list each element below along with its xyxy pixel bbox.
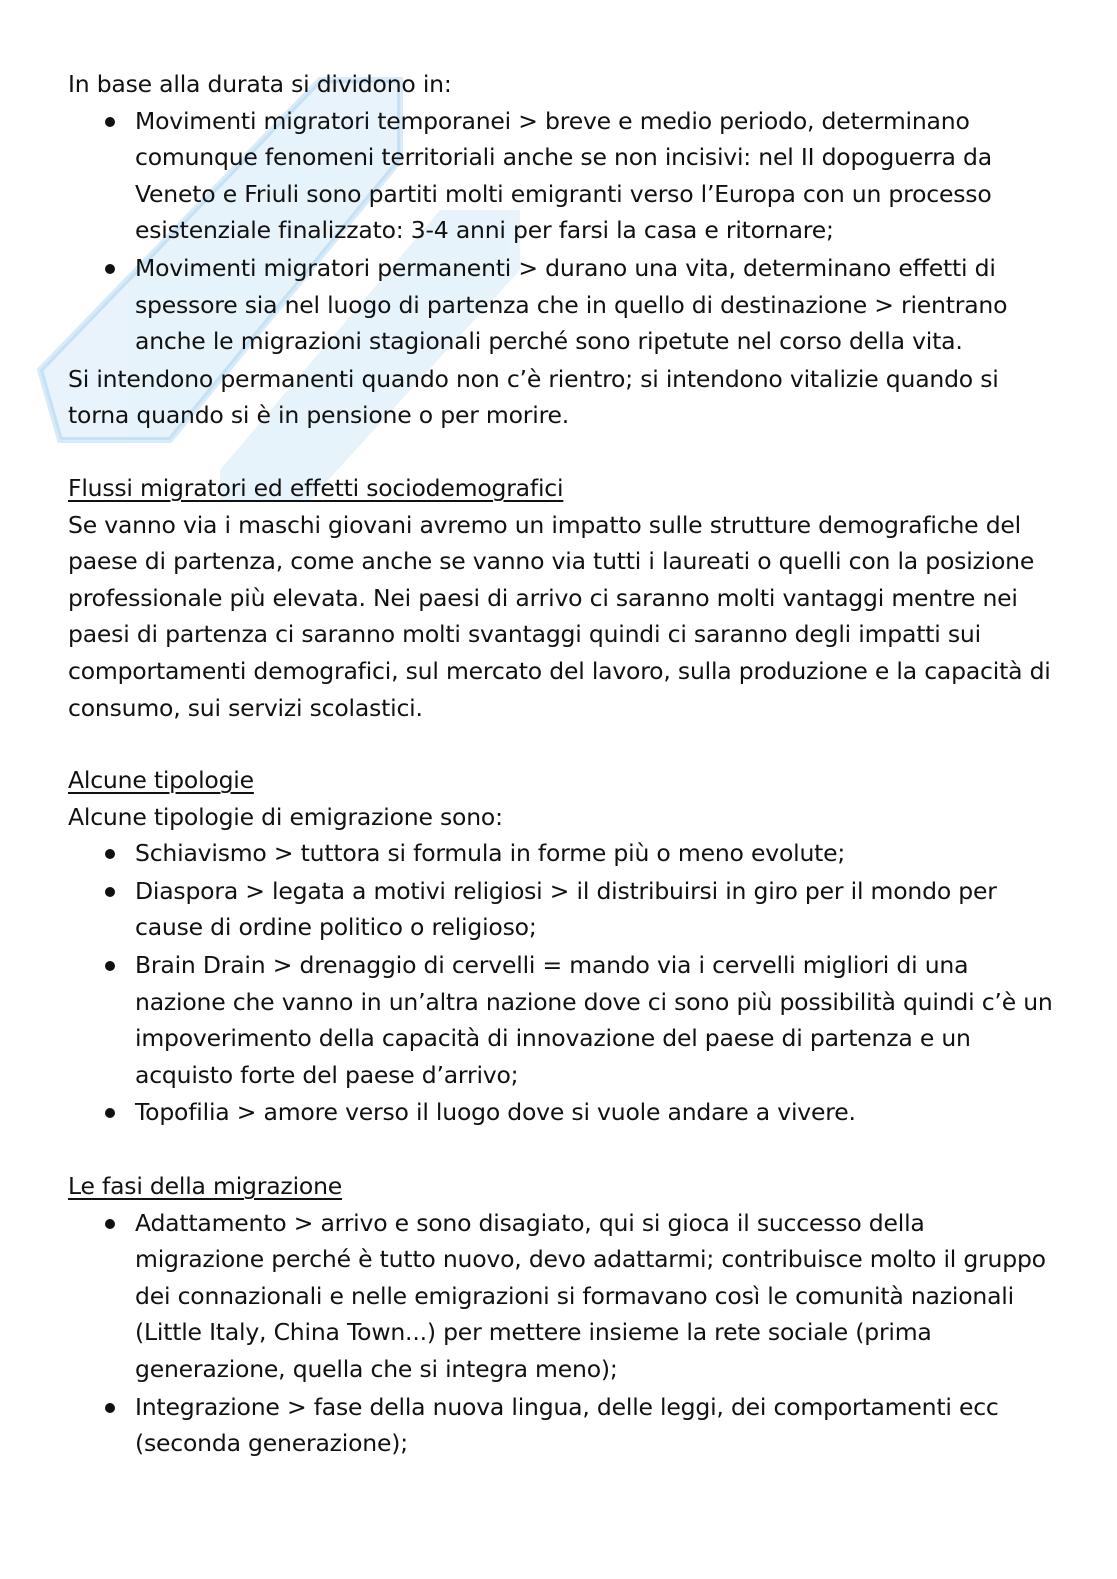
section3-intro: Alcune tipologie di emigrazione sono: (68, 802, 503, 831)
section1-list (68, 103, 1053, 360)
section2-body: Se vanno via i maschi giovani avremo un impatto sulle strutture demografiche del paese di partenza, come anche se vanno via tutti i laureati o quelli con la posizione professionale più elevata. Nei paesi di arrivo ci saranno molti vantaggi mentre nei paesi di partenza ci saranno molti svantaggi quindi ci saranno degli impatti sui comportamenti demografici, sul mercato del lavoro, sulla produzione e la capacità di consumo, sui servizi scolastici. (68, 510, 1051, 722)
spacer (68, 726, 1053, 762)
list-item: Schiavismo > tuttora si formula in forme più o meno evolute; (135, 835, 1053, 872)
spacer (68, 434, 1053, 470)
section1-note: Si intendono permanenti quando non c’è rientro; si intendono vitalizie quando si torna quando si è in pensione o per morire. (68, 364, 999, 430)
list-item: Adattamento > arrivo e sono disagiato, qui si gioca il successo della migrazione perché è tutto nuovo, devo adattarmi; contribuisce molto il gruppo dei connazionali e nelle emigrazioni si formavano così le comunità nazionali (Little Italy, China Town...) per mettere insieme la rete sociale (prima generazione, quella che si integra meno); (135, 1205, 1053, 1388)
list-item: Movimenti migratori temporanei > breve e medio periodo, determinano comunque fenomeni territoriali anche se non incisivi: nel II dopoguerra da Veneto e Friuli sono partiti molti emigranti verso l’Europa con un processo esistenziale finalizzato: 3-4 anni per farsi la casa e ritornare; (135, 103, 1053, 249)
section1-intro: In base alla durata si dividono in: (68, 70, 452, 98)
section4-list (68, 1205, 1053, 1462)
list-item: Integrazione > fase della nuova lingua, delle leggi, dei comportamenti ecc (seconda generazione); (135, 1389, 1053, 1462)
document-page (68, 66, 1053, 1463)
section4-heading: Le fasi della migrazione (68, 1172, 343, 1201)
list-item: Diaspora > legata a motivi religiosi > il distribuirsi in giro per il mondo per cause di ordine politico o religioso; (135, 873, 1053, 946)
list-item: Topofilia > amore verso il luogo dove si vuole andare a vivere. (135, 1094, 1053, 1131)
list-item: Brain Drain > drenaggio di cervelli = mando via i cervelli migliori di una nazione che vanno in un’altra nazione dove ci sono più possibilità quindi c’è un impoverimento della capacità di innovazione del paese di partenza e un acquisto forte del paese d’arrivo; (135, 947, 1053, 1093)
section2-heading: Flussi migratori ed effetti sociodemografici (68, 473, 564, 502)
spacer (68, 1132, 1053, 1168)
section3-heading: Alcune tipologie (68, 766, 254, 795)
list-item: Movimenti migratori permanenti > durano una vita, determinano effetti di spessore sia nel luogo di partenza che in quello di destinazione > rientrano anche le migrazioni stagionali perché sono ripetute nel corso della vita. (135, 250, 1053, 360)
section3-list (68, 835, 1053, 1131)
